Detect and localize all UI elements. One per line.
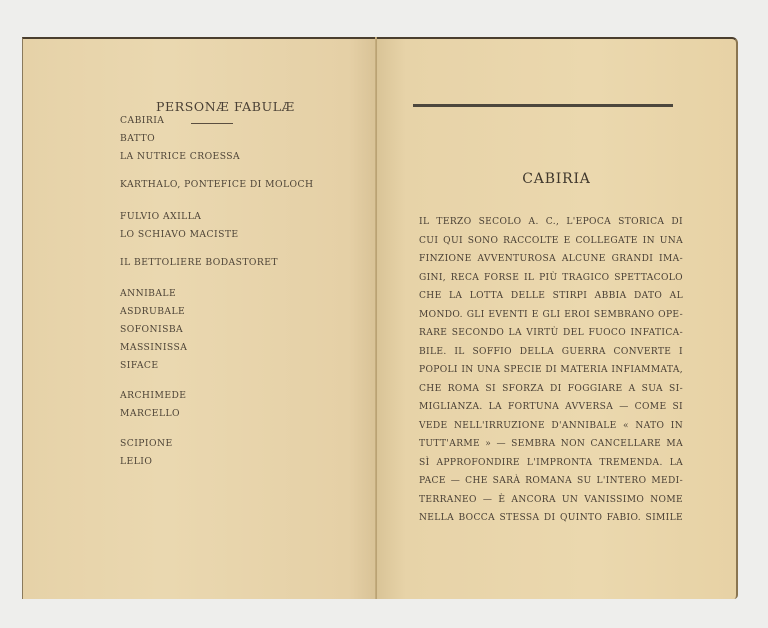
cast-item: ARCHIMEDE — [120, 390, 187, 401]
cast-list-title: PERSONÆ FABULÆ — [156, 99, 295, 114]
text-line: IL TERZO SECOLO A. C., L'EPOCA STORICA DI — [419, 217, 683, 227]
cast-item: CABIRIA — [120, 115, 165, 126]
right-page — [377, 37, 738, 599]
cast-item: MASSINISSA — [120, 342, 188, 353]
cast-item: ASDRUBALE — [120, 306, 186, 317]
cast-item: SIFACE — [120, 360, 159, 371]
text-line: BILE. IL SOFFIO DELLA GUERRA CONVERTE I — [419, 346, 683, 357]
text-line: PACE — CHE SARÀ ROMANA SU L'INTERO MEDI- — [419, 476, 683, 486]
text-line: POPOLI IN UNA SPECIE DI MATERIA INFIAMMATA, — [419, 365, 683, 375]
left-page — [22, 37, 377, 599]
cast-item: SOFONISBA — [120, 324, 184, 335]
cast-item: KARTHALO, PONTEFICE DI MOLOCH — [120, 179, 314, 190]
text-line: TUTT'ARME » — SEMBRA NON CANCELLARE MA — [419, 439, 683, 449]
text-line: VEDE NELL'IRRUZIONE D'ANNIBALE « NATO IN — [419, 420, 683, 431]
chapter-title: CABIRIA — [522, 171, 591, 187]
text-line: CHE LA LOTTA DELLE STIRPI ABBIA DATO AL — [419, 291, 683, 301]
title-divider — [191, 123, 233, 124]
text-line: CHE ROMA SI SFORZA DI FOGGIARE A SUA SI- — [419, 383, 683, 394]
text-line: SÌ APPROFONDIRE L'IMPRONTA TREMENDA. LA — [419, 457, 683, 468]
cast-item: LO SCHIAVO MACISTE — [120, 229, 239, 240]
open-book — [22, 37, 738, 599]
text-line: CUI QUI SONO RACCOLTE E COLLEGATE IN UNA — [419, 235, 683, 246]
text-line: MIGLIANZA. LA FORTUNA AVVERSA — COME SI — [419, 402, 683, 412]
cast-item: FULVIO AXILLA — [120, 211, 202, 222]
cast-item: SCIPIONE — [120, 438, 173, 449]
text-line: MONDO. GLI EVENTI E GLI EROI SEMBRANO OPE- — [419, 309, 683, 320]
cast-item: ANNIBALE — [120, 288, 177, 299]
cast-item: BATTO — [120, 133, 156, 144]
cast-item: LELIO — [120, 456, 153, 467]
text-line: NELLA BOCCA STESSA DI QUINTO FABIO. SIMILE — [419, 513, 683, 523]
text-line: TERRANEO — È ANCORA UN VANISSIMO NOME — [419, 494, 683, 505]
cast-item: MARCELLO — [120, 408, 181, 419]
body-text — [419, 213, 683, 528]
text-line: RARE SECONDO LA VIRTÙ DEL FUOCO INFATICA- — [419, 328, 683, 338]
text-line: FINZIONE AVVENTUROSA ALCUNE GRANDI IMA- — [419, 254, 683, 264]
cast-item: IL BETTOLIERE BODASTORET — [120, 257, 279, 268]
cast-item: LA NUTRICE CROESSA — [120, 151, 241, 162]
header-rule — [413, 104, 673, 107]
text-line: GINI, RECA FORSE IL PIÙ TRAGICO SPETTACOLO — [419, 272, 683, 283]
